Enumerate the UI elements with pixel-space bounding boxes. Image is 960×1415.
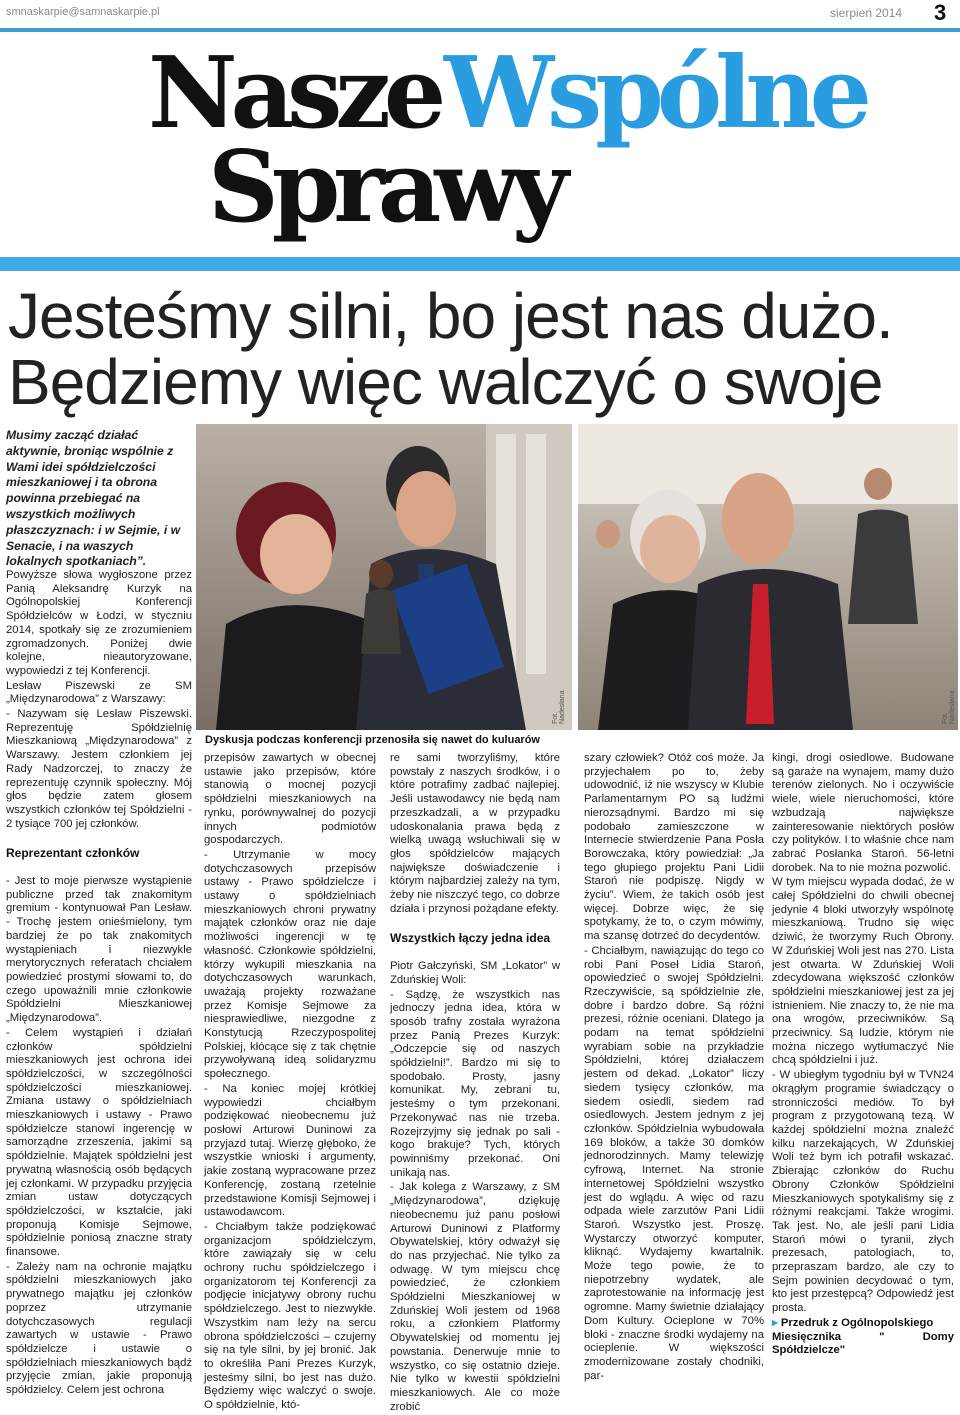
photo-conference-discussion [578,424,958,730]
source-signoff [772,1317,954,1358]
paragraph: - Chciałbym także podziękować organizacjom spółdzielczym, które zawiązały się w celu ochrony ruchu spółdzielczego i organizatorom tej Konferencji za podjęcie inicjatywy obrony ruchu spółdzielczego. Jest to niezwykłe. Wszystkim nam leży na sercu obrona spółdzielczości – czujemy się na tyle silni, by jej bronić. Jak to określiła Pani Prezes Kurzyk, jesteśmy silni, bo jest nas dużo. Będziemy więc walczyć o swoje. O spółdzielnie, któ- [204,1220,376,1412]
logo-word-1: Nasze [148,36,440,151]
article-column-1 [6,569,192,1399]
article-column-4 [584,752,764,1384]
top-bar [0,0,960,30]
paragraph: W tym miejscu wypada dodać, że w całej Spółdzielni do chwili obecnej jedynie 4 bloki utworzyły wspólnotę mieszkaniową. Trudno się więc dziwić, że tworzymy Ruch Obrony. W Zduńskiej Woli jest nas 270. Lista jest otwarta. W Zduńskiej Woli zdecydowana większość członków spółdzielni mieszkaniowej jest za jej istnieniem. Nie znaczy to, że nie ma ona wrogów, przeciwników. Są przeciwnicy. Są ludzie, którym nie można niczego wytłumaczyć Nie chcą spółdzielni i już. [772,876,954,1067]
paragraph: - W ubiegłym tygodniu był w TVN24 okrągłym programie świadczący o stronniczości mediów. To był program z przygotowaną tezą. W każdej spółdzielni można znaleźć kilku narzekających, W Zduńskiej Woli też bym ich potrafił wskazać. Zbierając członków do Ruchu Obrony Członków Spółdzielni Mieszkaniowych spotykaliśmy się z różnymi reakcjami. Także wrogimi. Tak jest. No, ale jeśli pani Lidia Staroń mówi o tyranii, złych prezesach, patologiach, to, przepraszam bardzo, ale czy to Sejm powinien decydować o tym, kto jest przestępcą? Odpowiedź jest prosta. [772,1069,954,1315]
photo-credit: Fot. Nadesłana [552,690,566,724]
article-headline [8,280,958,418]
page-number: 3 [934,0,947,25]
paragraph: - Na koniec mojej krótkiej wypowiedzi chciałbym podziękować nieobecnemu już posłowi Arturowi Duninowi za przyjazd tutaj. Wierzę głęboko, że wszystkie wnioski i argumenty, jakie zostaną wypracowane przez Konferencję, zostaną rzetelnie przedstawione Komisji Sejmowej i ustawodawcom. [204,1082,376,1219]
headline-line-1: Jesteśmy silni, bo jest nas dużo. [8,280,893,352]
article-column-2 [204,752,376,1414]
photo-conference-hallway [196,424,572,730]
photo-illustration [196,424,572,730]
section-subhead: Wszystkich łączy jedna idea [390,931,551,946]
header-email[interactable]: smnaskarpie@samnaskarpie.pl [6,6,160,18]
masthead-logo [148,36,865,245]
paragraph: Lesław Piszewski ze SM „Międzynarodowa” z Warszawy: [6,679,192,706]
paragraph: Powyższe słowa wygłoszone przez Panią Aleksandrę Kurzyk na Ogólnopolskiej Konferencji Spółdzielców w Łodzi, w styczniu 2014, spotkały się ze zrozumieniem zgromadzonych. Poniżej dwie kolejne, nieautoryzowane, wypowiedzi z tej Konferencji. [6,569,192,677]
photo-caption: Dyskusja podczas konferencji przenosiła się nawet do kuluarów [205,734,540,746]
signoff-line-2: Miesięcznika " Domy Spółdzielcze" [772,1330,954,1357]
play-triangle-icon: ▸ [772,1316,781,1329]
paragraph: - Jak kolega z Warszawy, z SM „Międzynarodowa”, dziękuję nieobecnemu już panu posłowi Arturowi Duninowi z Platformy Obywatelskiej, który odważył się do nas przyjechać. Nie tylko za odwagę. W tym miejscu chcę powiedzieć, że członkiem Spółdzielni Mieszkaniowej w Zduńskiej Woli jestem od 1968 roku, a członkiem Platformy Obywatelskiej od momentu jej powstania. Denerwuje mnie to wszystko, co się ostatnio dzieje. Nie tylko w kwestii spółdzielni mieszkaniowych. Ale co może zrobić [390,1181,560,1413]
headline-line-2: Będziemy więc walczyć o swoje [8,346,883,418]
paragraph: - Chciałbym, nawiązując do tego co robi Pani Poseł Lidia Staroń, opowiedzieć o swojej Spółdzielni. Rzeczywiście, są spółdzielnie złe, dobre i bardzo dobre. Są różni prezesi, różnie oceniani. Dlatego ja podam na temat spółdzielni wyrabiam sobie na przykładzie Spółdzielni, której działaczem jestem od dekad. „Lokator” liczy siedem tysięcy członków, ma siedem osiedli, siedem rad osiedlowych. Jestem jednym z jej członków. Spółdzielnia wybudowała 169 bloków, a także 30 domków jednorodzinnych. Mamy telewizję cyfrową, Internet. Na stronie internetowej Spółdzielni wszystko jest do wglądu. A więc od razu odpada wiele zarzutów Pani Lidii Staroń. Wszystko jest. Proszę. Wystarczy otworzyć komputer, kliknąć. Wydajemy kwartalnik. Może tego powie, że to niepotrzebny wydatek, ale zaprotestowanie na informację jest ogromne. Mamy świetnie działający Dom Kultury. Ocieplone w 70% bloki - znaczne środki wydajemy na ocieplenie. W większości zmodernizowane zostały chodniki, par- [584,944,764,1382]
paragraph: - Sądzę, że wszystkich nas jednoczy jedna idea, która w sposób trafny została wyrażona przez Panią Prezes Kurzyk: „Odczepcie się od naszych spółdzielni!”. Bardzo mi się to spodobało. Prosty, jasny komunikat. My, zebrani tu, jesteśmy o tym przekonani. Przekonywać nas nie trzeba. Rozejrzyjmy się jednak po sali - kogo brakuje? Tych, których powinniśmy przekonać. Oni unikają nas. [390,988,560,1179]
photo-illustration [578,424,958,730]
paragraph: Piotr Gałczyński, SM „Lokator” w Zduńskiej Woli: [390,960,560,986]
article-column-5 [772,752,954,1359]
paragraph: - Zależy nam na ochronie majątku spółdzielni mieszkaniowych jako prywatnego majątku jej członków poprzez utrzymanie dotychczasowych regulacji zawartych w ustawie - Prawo spółdzielcze i ustawie o spółdzielniach mieszkaniowych bądź przyjęcie zmian, jakie proponują spółdzielcy. Celem jest ochrona [6,1260,192,1397]
article-column-3 [390,752,560,1415]
paragraph: - Jest to moje pierwsze wystąpienie publiczne przed tak znakomitym gremium - kontynuował Pan Lesław. - Trochę jestem onieśmielony, tym bardziej że po tak znakomitych wystąpieniach i niezwykle merytorycznych referatach chciałem powiedzieć prostymi słowami to, do czego upoważnili mnie członkowie Spółdzielni Mieszkaniowej „Międzynarodowa”. [6,875,192,1025]
header-date: sierpień 2014 [830,6,903,20]
section-subhead: Reprezentant członków [6,846,140,861]
logo-word-2: Wspólne [444,36,865,151]
photo-credit: Fot. Nadesłana [942,690,956,724]
paragraph: re sami tworzyliśmy, które powstały z naszych środków, i o które potrafimy zadbać najlepiej. Jeśli ustawodawcy nie będą nam przeszkadzali, a w przypadku udoskonalania prawa będą z wielką uwagą wsłuchiwali się w głos spółdzielców mających największe doświadczenie i którym najbardziej zależy na tym, żeby nie niszczyć tego, co dobrze działa i przynosi pożądane efekty. [390,752,560,915]
paragraph: kingi, drogi osiedlowe. Budowane są garaże na wynajem, mamy dużo terenów zielonych. No i oczywiście wiele, wiele nieruchomości, które wzbudzają największe zainteresowanie niektórych posłów czy polityków. I to właśnie chce nam zabrać Posłanka Staroń. 56-letni dorobek. Na to nie można pozwolić. [772,752,954,874]
paragraph: - Nazywam się Lesław Piszewski. Reprezentuję Spółdzielnię Mieszkaniową „Międzynarodowa” z Warszawy. Jestem członkiem jej Rady Nadzorczej, to znaczy że reprezentuję czynnik społeczny. Mój głos będzie zatem głosem wszystkich członków tej Spółdzielni - 2 tysiące 700 jej członków. [6,708,192,830]
paragraph: - Celem wystąpień i działań członków spółdzielni mieszkaniowych jest ochrona idei spółdzielczości, w szczególności spółdzielczości mieszkaniowej. Zmiana ustawy o spółdzielniach mieszkaniowych i ustawy - Prawo spółdzielcze stanowi ingerencję w samorządne zrzeszenia, jakimi są spółdzielnie. Majątek spółdzielni jest prywatną własnością osób będących jej członkami. W przypadku przyjęcia zmian ustaw dotyczących spółdzielczości, w kształcie, jaki proponują Komisje Sejmowe, spółdzielnie poniosą znaczne straty finansowe. [6,1026,192,1259]
paragraph: przepisów zawartych w obecnej ustawie jako przepisów, które stanowią o mocnej pozycji spółdzielni mieszkaniowych na rynku, porównywalnej do pozycji innych podmiotów gospodarczych. [204,752,376,847]
article-lead: Musimy zacząć działać aktywnie, broniąc wspólnie z Wami idei spółdzielczości mieszkaniowej i ta obrona powinna przebiegać na wszystkich możliwych płaszczyznach: i w Sejmie, i w Senacie, i na waszych lokalnych spotkaniach”. [6,428,181,569]
signoff-line-1: Przedruk z Ogólnopolskiego [780,1316,934,1329]
top-rule [0,28,960,32]
paragraph: - Utrzymanie w mocy dotychczasowych przepisów ustawy - Prawo spółdzielcze i ustawy o spółdzielniach mieszkaniowych chroni prywatny majątek członków oraz nie daje możliwości ingerencji w tę własność. Członkowie spółdzielni, którzy wykupili mieszkania na dotychczasowych warunkach, uważają projekty rozważane przez Komisje Sejmowe za niesprawiedliwe, niezgodne z Konstytucją Rzeczypospolitej Polskiej, kłócące się z tak chętnie przywoływaną ideą solidaryzmu społecznego. [204,848,376,1081]
logo-word-3: Sprawy [208,130,562,245]
masthead-rule [0,257,960,271]
paragraph: szary człowiek? Otóż coś może. Ja przyjechałem po to, żeby udowodnić, iż nie wszyscy w Klubie Parlamentarnym PO są ludźmi nierozsądnymi. Bardzo mi się podobało zamieszczone w Internecie stwierdzenie Pana Posła Borowczaka, który powiedział: „Ja tego głupiego projektu Pani Lidii Staroń nie podpiszę. Nigdy w życiu”. Wiem, że takich osób jest więcej. Dobrze więc, że się spotykamy, że to, o czym mówimy, ma szansę dotrzeć do decydentów. [584,752,764,943]
